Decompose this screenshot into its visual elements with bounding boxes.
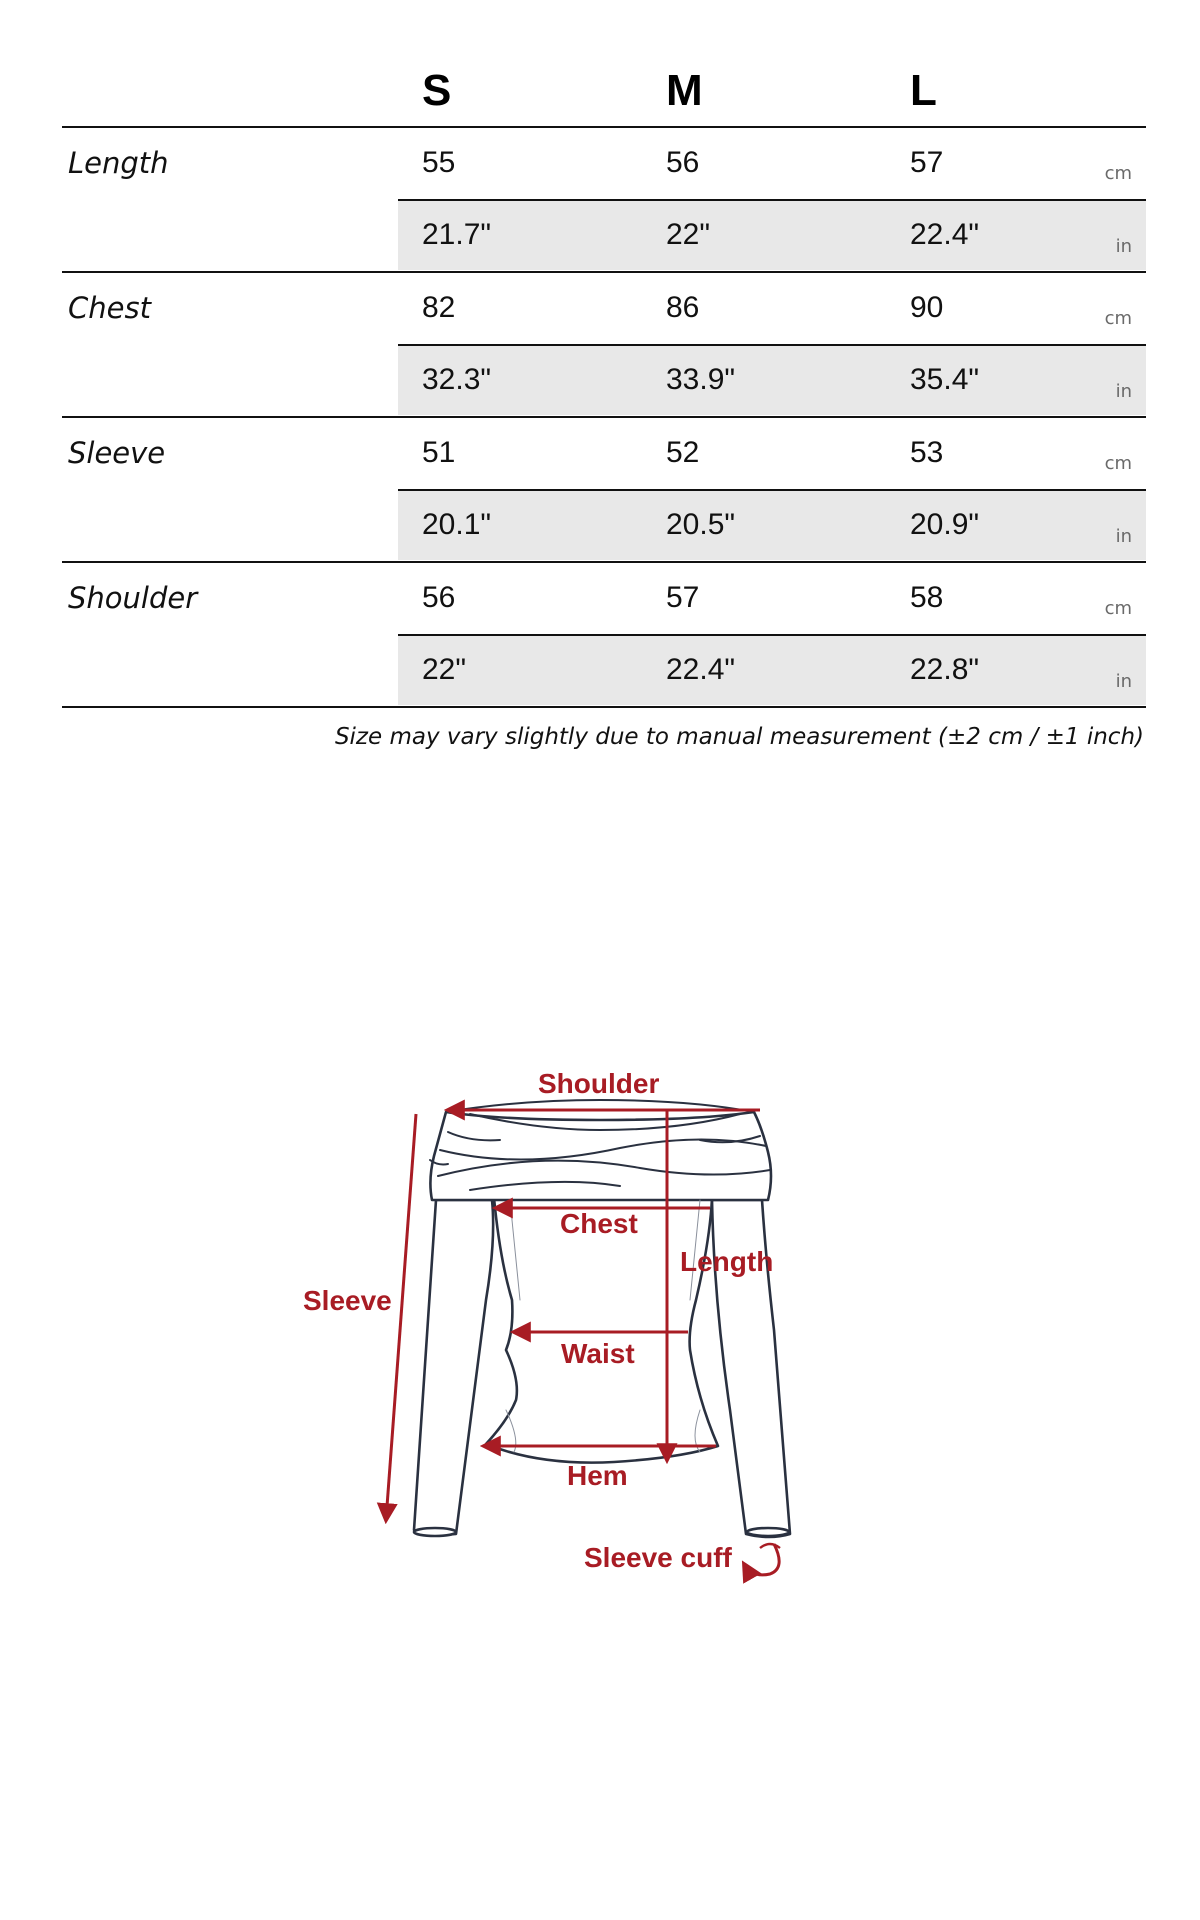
cell-length-s-cm: 55	[422, 146, 456, 179]
table-subdivider	[398, 634, 1146, 636]
table-divider	[62, 271, 1146, 273]
cell-chest-s-cm: 82	[422, 291, 456, 324]
cell-shoulder-m-in: 22.4"	[666, 653, 736, 686]
measure-name-length: Length	[68, 146, 169, 180]
table-subdivider	[398, 199, 1146, 201]
unit-in-label: in	[1115, 236, 1132, 257]
cell-chest-l-cm: 90	[910, 291, 944, 324]
cell-chest-l-in: 35.4"	[910, 363, 980, 396]
cell-shoulder-s-in: 22"	[422, 653, 467, 686]
cell-chest-m-in: 33.9"	[666, 363, 736, 396]
diagram-label-hem: Hem	[567, 1460, 628, 1491]
unit-cm-label: cm	[1104, 598, 1132, 619]
measure-name-sleeve: Sleeve	[68, 436, 166, 470]
cell-chest-m-cm: 86	[666, 291, 700, 324]
measurement-footnote: Size may vary slightly due to manual measurement (±2 cm / ±1 inch)	[334, 724, 1144, 750]
cell-sleeve-l-cm: 53	[910, 436, 944, 469]
cell-length-s-in: 21.7"	[422, 218, 492, 251]
cell-sleeve-s-cm: 51	[422, 436, 456, 469]
size-header-s: S	[422, 66, 452, 115]
cell-sleeve-m-cm: 52	[666, 436, 700, 469]
unit-in-label: in	[1115, 526, 1132, 547]
inch-row-background	[398, 490, 1146, 560]
diagram-label-chest: Chest	[560, 1208, 638, 1239]
table-bottom-rule	[62, 706, 1146, 708]
cell-chest-s-in: 32.3"	[422, 363, 492, 396]
size-header-row	[0, 60, 1200, 128]
diagram-label-sleeve-cuff: Sleeve cuff	[584, 1542, 732, 1573]
diagram-label-shoulder: Shoulder	[538, 1068, 660, 1099]
unit-in-label: in	[1115, 381, 1132, 402]
unit-cm-label: cm	[1104, 163, 1132, 184]
inch-row-background	[398, 200, 1146, 270]
table-divider	[62, 561, 1146, 563]
cell-sleeve-l-in: 20.9"	[910, 508, 980, 541]
table-divider	[62, 416, 1146, 418]
inch-row-background	[398, 635, 1146, 705]
diagram-label-waist: Waist	[561, 1338, 635, 1369]
garment-outline-icon	[0, 1040, 1200, 1620]
measure-name-shoulder: Shoulder	[68, 581, 198, 615]
cell-length-m-in: 22"	[666, 218, 711, 251]
cell-length-l-in: 22.4"	[910, 218, 980, 251]
cell-sleeve-s-in: 20.1"	[422, 508, 492, 541]
size-chart-table	[0, 0, 1200, 760]
diagram-label-length: Length	[680, 1246, 774, 1277]
measure-name-chest: Chest	[68, 291, 151, 325]
table-subdivider	[398, 489, 1146, 491]
garment-measurement-diagram	[0, 1040, 1200, 1620]
cell-sleeve-m-in: 20.5"	[666, 508, 736, 541]
size-header-m: M	[666, 66, 703, 115]
size-header-l: L	[910, 66, 937, 115]
unit-cm-label: cm	[1104, 308, 1132, 329]
table-divider	[62, 126, 1146, 128]
cell-shoulder-s-cm: 56	[422, 581, 456, 614]
unit-cm-label: cm	[1104, 453, 1132, 474]
unit-in-label: in	[1115, 671, 1132, 692]
cell-shoulder-m-cm: 57	[666, 581, 700, 614]
cell-length-m-cm: 56	[666, 146, 700, 179]
inch-row-background	[398, 345, 1146, 415]
table-subdivider	[398, 344, 1146, 346]
cell-shoulder-l-in: 22.8"	[910, 653, 980, 686]
cell-length-l-cm: 57	[910, 146, 944, 179]
diagram-label-sleeve: Sleeve	[303, 1285, 392, 1316]
cell-shoulder-l-cm: 58	[910, 581, 944, 614]
